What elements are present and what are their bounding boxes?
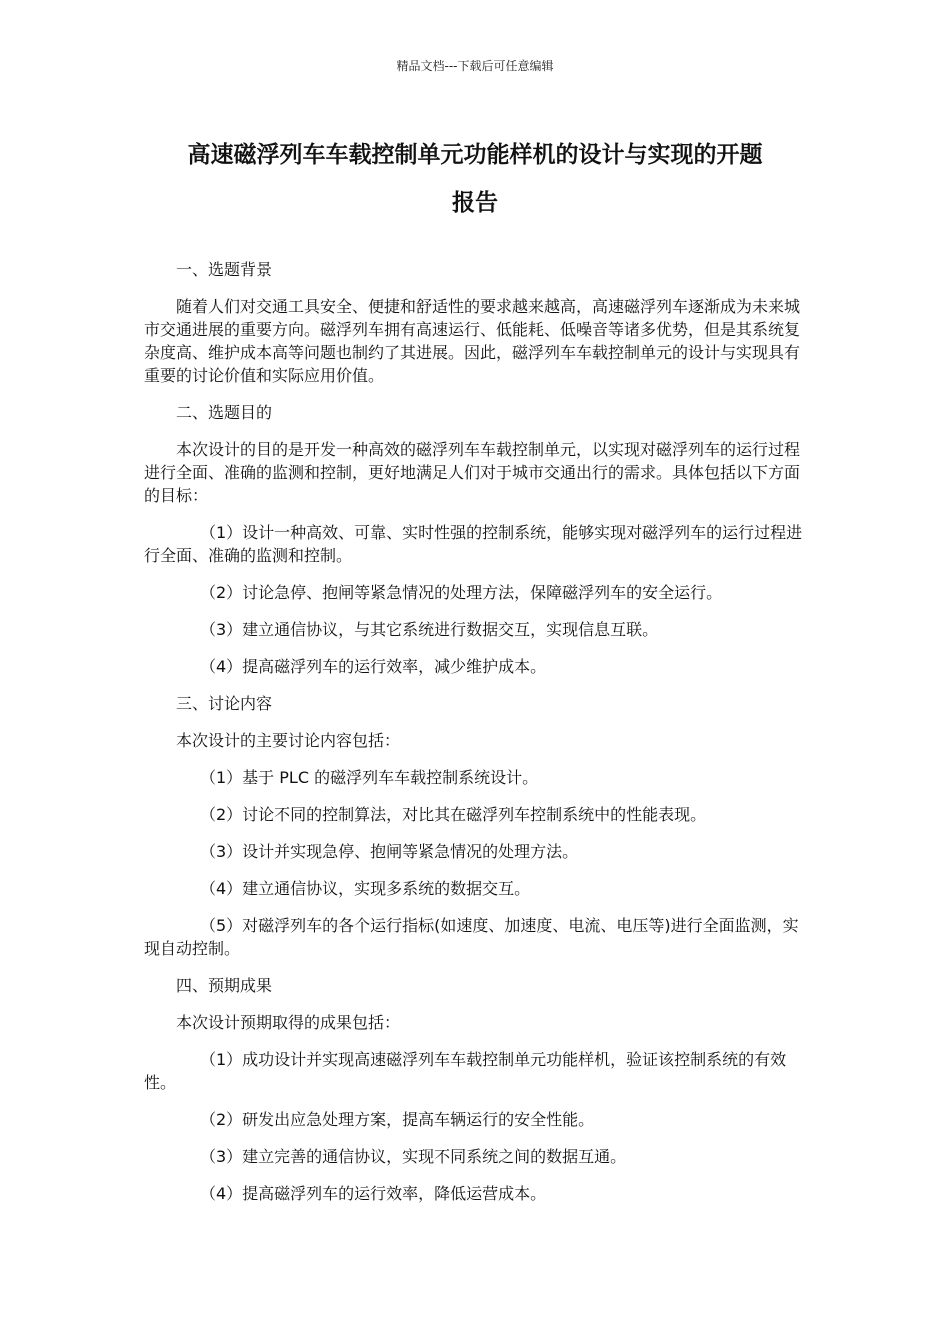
section-body-content: 本次设计的主要讨论内容包括： (176, 731, 401, 750)
list-item: （1）基于 PLC 的磁浮列车车载控制系统设计。 (200, 768, 539, 787)
list-item: （1）设计一种高效、可靠、实时性强的控制系统，能够实现对磁浮列车的运行过程进行全面、准确的监测和控制。 (144, 523, 803, 565)
list-item: （2）讨论急停、抱闸等紧急情况的处理方法，保障磁浮列车的安全运行。 (200, 583, 723, 602)
page-header: 精品文档---下载后可任意编辑 (396, 59, 554, 73)
list-item: （2）讨论不同的控制算法，对比其在磁浮列车控制系统中的性能表现。 (200, 805, 707, 824)
document-title-line2: 报告 (452, 190, 498, 216)
document-body (144, 258, 806, 1205)
section-body-results: 本次设计预期取得的成果包括： (176, 1013, 401, 1032)
list-item: （2）研发出应急处理方案，提高车辆运行的安全性能。 (200, 1110, 595, 1129)
section-body-purpose: 本次设计的目的是开发一种高效的磁浮列车车载控制单元，以实现对磁浮列车的运行过程进行全面、准确的监测和控制，更好地满足人们对于城市交通出行的需求。具体包括以下方面的目标： (144, 440, 801, 505)
section-body-background: 随着人们对交通工具安全、便捷和舒适性的要求越来越高，高速磁浮列车逐渐成为未来城市交通进展的重要方向。磁浮列车拥有高速运行、低能耗、低噪音等诸多优势，但是其系统复杂度高、维护成本高等问题也制约了其进展。因此，磁浮列车车载控制单元的设计与实现具有重要的讨论价值和实际应用价值。 (144, 297, 801, 385)
section-heading-content: 三、讨论内容 (176, 694, 273, 713)
list-item: （3）建立通信协议，与其它系统进行数据交互，实现信息互联。 (200, 620, 659, 639)
list-item: （3）建立完善的通信协议，实现不同系统之间的数据互通。 (200, 1147, 627, 1166)
list-item: （4）提高磁浮列车的运行效率，减少维护成本。 (200, 657, 547, 676)
section-heading-background: 一、选题背景 (176, 260, 273, 279)
section-heading-results: 四、预期成果 (176, 976, 273, 995)
document-title-line1: 高速磁浮列车车载控制单元功能样机的设计与实现的开题 (187, 142, 763, 168)
list-item: （4）提高磁浮列车的运行效率，降低运营成本。 (200, 1184, 547, 1203)
list-item: （5）对磁浮列车的各个运行指标(如速度、加速度、电流、电压等)进行全面监测，实现自动控制。 (144, 916, 799, 958)
list-item: （1）成功设计并实现高速磁浮列车车载控制单元功能样机，验证该控制系统的有效性。 (144, 1050, 787, 1092)
list-item: （3）设计并实现急停、抱闸等紧急情况的处理方法。 (200, 842, 579, 861)
list-item: （4）建立通信协议，实现多系统的数据交互。 (200, 879, 531, 898)
section-heading-purpose: 二、选题目的 (176, 403, 273, 422)
